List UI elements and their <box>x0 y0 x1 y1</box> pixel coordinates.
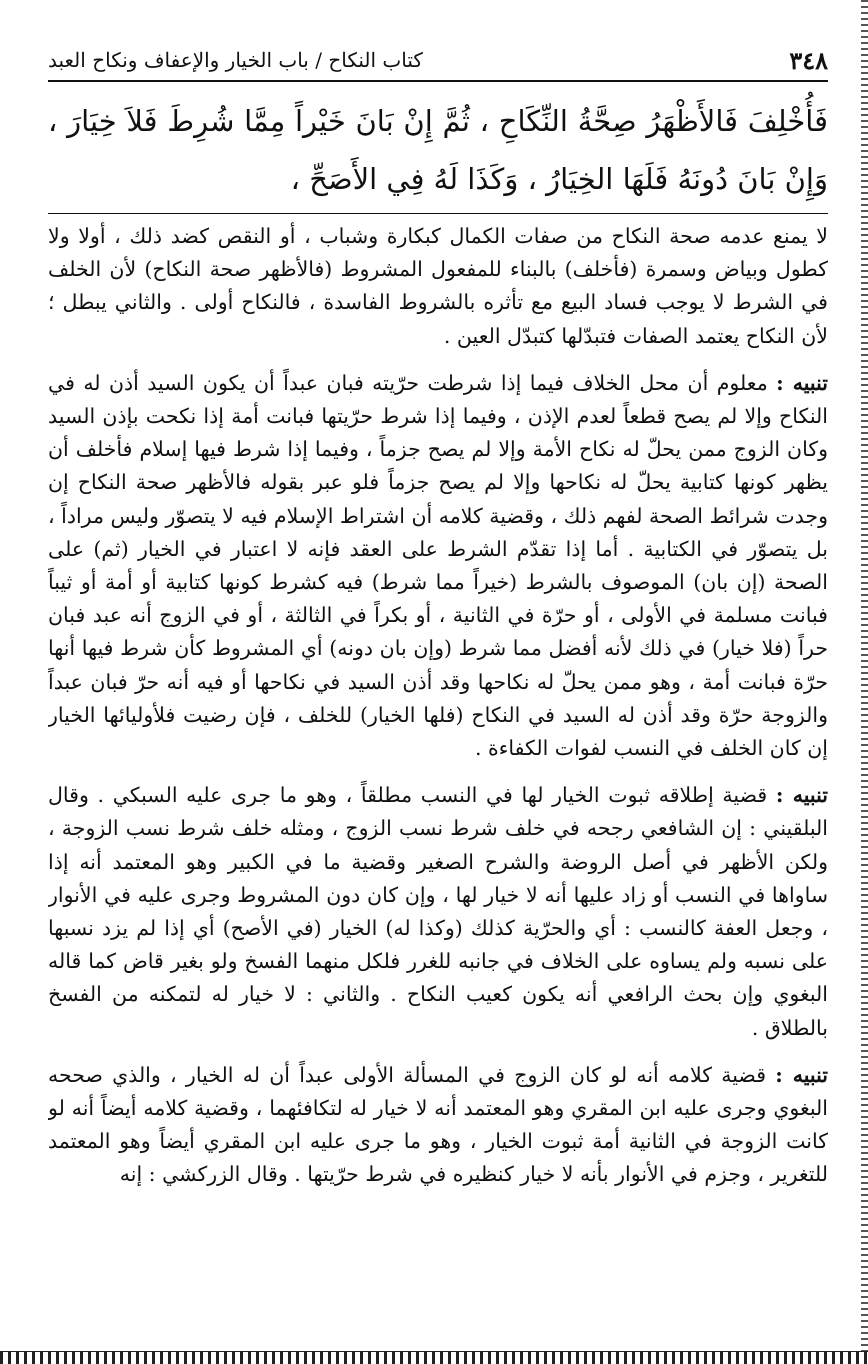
note-label: تنبيه : <box>775 1062 828 1087</box>
side-border-ornament <box>861 0 868 1364</box>
separator-line <box>48 213 828 214</box>
note-label: تنبيه : <box>776 370 828 395</box>
note-text: قضية إطلاقه ثبوت الخيار لها في النسب مطلقاً ، وهو ما جرى عليه السبكي . وقال البلقيني : إن الشافعي رجحه في خلف شرط نسب الزوج ، ومثله خلف شرط نسب الزوجة ، ولكن الأظهر في أصل الروضة والشرح الصغير وقضية ما في الكبير وهو المعتمد أنه إذا ساواها في النسب أو زاد عليها أنه لا خيار لها ، وإن كان دون المشروط وجرى عليه في الأنوار ، وجعل العفة كالنسب : أي والحرّية كذلك (وكذا له) الخيار (في الأصح) أي إذا لم يزد نسبها على نسبه ولم يساوه على الخلاف في جانبه للغرر فلكل منهما الفسخ ولو بغير قاض كما قاله البغوي وإن بحث الرافعي أنه يكون كعيب النكاح . والثاني : لا خيار له لتمكنه من الفسخ بالطلاق . <box>48 783 828 1040</box>
running-title: كتاب النكاح / باب الخيار والإعفاف ونكاح العبد <box>48 48 423 72</box>
commentary-paragraph: لا يمنع عدمه صحة النكاح من صفات الكمال كبكارة وشباب ، أو النقص كضد ذلك ، أولا ولا كطول وبياض وسمرة (فأخلف) بالبناء للمفعول المشروط (فالأظهر صحة النكاح) لأن الخلف في الشرط لا يوجب فساد البيع مع تأثره بالشروط الفاسدة ، فالنكاح أولى . والثاني يبطل ؛ لأن النكاح يعتمد الصفات فتبدّلها كتبدّل العين . <box>48 224 828 348</box>
note-label: تنبيه : <box>775 783 828 808</box>
main-text: فَأُخْلِفَ فَالأَظْهَرُ صِحَّةُ النِّكَاحِ ، ثُمَّ إِنْ بَانَ خَيْراً مِمَّا شُرِطَ فَلاَ خِيَارَ ، وَإِنْ بَانَ دُونَهُ فَلَهَا الخِيَارُ ، وَكَذَا لَهُ فِي الأَصَحِّ ، <box>48 104 828 196</box>
commentary <box>48 220 828 1330</box>
commentary-paragraph <box>48 367 828 765</box>
bottom-border-ornament <box>0 1351 868 1364</box>
note-text: معلوم أن محل الخلاف فيما إذا شرطت حرّيته فبان عبداً أن يكون السيد أذن له في النكاح وإلا لم يصح قطعاً لعدم الإذن ، وفيما إذا شرط حرّيتها فبانت أمة إذا نكحت بإذن السيد وكان الزوج ممن يحلّ له نكاح الأمة وإلا لم يصح جزماً ، وفيما إذا شرط فيها إسلام فأخلف أن يظهر كونها كتابية يحلّ له نكاحها وإلا لم يصح جزماً فلو عبر بقوله فالأظهر صحة النكاح إن وجدت شرائط الصحة لفهم ذلك ، وقضية كلامه أن اشتراط الإسلام فيه لا يتصوّر وليس مراداً ، بل يتصوّر في الكتابية . أما إذا تقدّم الشرط على العقد فإنه لا اعتبار في الخيار (ثم) على الصحة (إن بان) الموصوف بالشرط (خيراً مما شرط) فيه كشرط كونها كتابية أو أمة أو ثيباً فبانت مسلمة في الأولى ، أو حرّة في الثانية ، أو بكراً في الثالثة ، أو في الزوج أنه عبد فبان حراً (فلا خيار) في ذلك لأنه أفضل مما شرط (وإن بان دونه) أي المشروط كأن شرط فيها أنها حرّة فبانت أمة ، وهو ممن يحلّ له نكاحها وقد أذن السيد في نكاحها أو فيه أنه حرّ فبان عبداً والزوجة حرّة وقد أذن له السيد في النكاح (فلها الخيار) للخلف ، فإن رضيت فلأوليائها الخيار إن كان الخلف في النسب لفوات الكفاءة . <box>48 370 828 761</box>
commentary-paragraph <box>48 1059 828 1192</box>
commentary-paragraph <box>48 779 828 1045</box>
page-header <box>48 40 828 82</box>
note-text: قضية كلامه أنه لو كان الزوج في المسألة الأولى عبداً أن له الخيار ، والذي صححه البغوي وجرى عليه ابن المقري وهو المعتمد أنه لا خيار له لتكافئهما ، وقضية كلامه أيضاً أنه لو كانت الزوجة في الثانية أمة ثبوت الخيار ، وهو ما جرى عليه ابن المقري أيضاً وهو المعتمد للتغرير ، وجزم في الأنوار بأنه لا خيار كنظيره في شرط حرّيتها . وقال الزركشي : إنه <box>48 1062 828 1187</box>
page-number: ٣٤٨ <box>789 45 828 75</box>
